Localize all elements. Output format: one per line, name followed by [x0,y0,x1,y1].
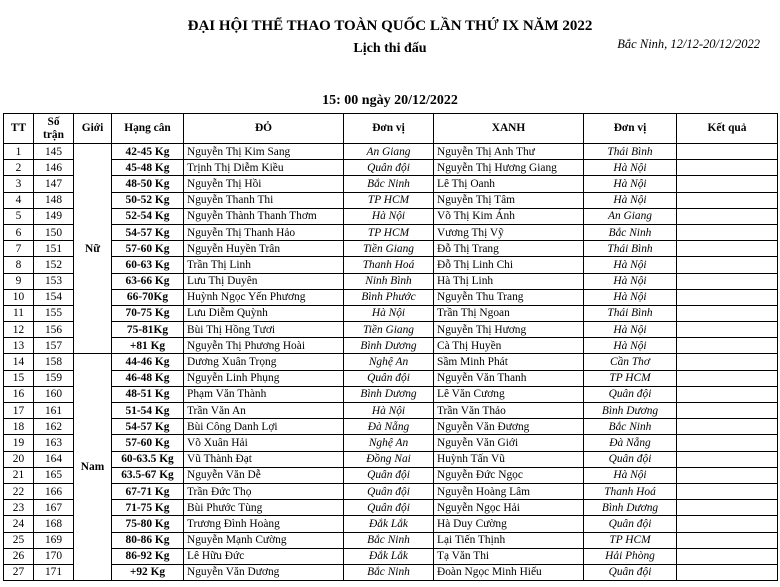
cell-xanh-unit: Bắc Ninh [584,419,677,435]
cell-xanh-unit: TP HCM [584,370,677,386]
cell-hang-can: 44-46 Kg [112,354,184,370]
cell-do-name: Trương Đình Hoàng [184,516,344,532]
table-row [4,548,778,564]
cell-tt: 19 [4,435,34,451]
cell-xanh-name: Trần Thị Ngoan [434,305,584,321]
cell-result [677,305,778,321]
cell-hang-can: 75-81Kg [112,322,184,338]
cell-do-name: Võ Xuân Hải [184,435,344,451]
cell-hang-can: 63.5-67 Kg [112,467,184,483]
cell-hang-can: 57-60 Kg [112,241,184,257]
cell-xanh-unit: Thanh Hoá [584,483,677,499]
cell-xanh-name: Nguyễn Ngọc Hải [434,500,584,516]
table-row [4,144,778,160]
table-body [4,144,778,581]
cell-hang-can: 86-92 Kg [112,548,184,564]
cell-so-tran: 167 [34,500,74,516]
cell-xanh-name: Nguyễn Đức Ngọc [434,467,584,483]
cell-so-tran: 170 [34,548,74,564]
cell-do-name: Lưu Thị Duyên [184,273,344,289]
cell-xanh-name: Hà Thị Linh [434,273,584,289]
cell-do-unit: Hà Nội [344,208,434,224]
cell-xanh-unit: TP HCM [584,532,677,548]
cell-so-tran: 157 [34,338,74,354]
cell-hang-can: 60-63 Kg [112,257,184,273]
table-row [4,176,778,192]
cell-so-tran: 145 [34,144,74,160]
cell-result [677,338,778,354]
cell-xanh-name: Nguyễn Văn Giới [434,435,584,451]
cell-so-tran: 152 [34,257,74,273]
page-title: ĐẠI HỘI THỂ THAO TOÀN QUỐC LẦN THỨ IX NĂM 2022 [187,18,593,34]
cell-xanh-name: Võ Thị Kim Ánh [434,208,584,224]
cell-tt: 8 [4,257,34,273]
cell-result [677,370,778,386]
cell-xanh-name: Nguyễn Thị Tâm [434,192,584,208]
cell-xanh-name: Nguyễn Thu Trang [434,289,584,305]
table-row [4,354,778,370]
cell-hang-can: 75-80 Kg [112,516,184,532]
cell-so-tran: 161 [34,403,74,419]
cell-tt: 13 [4,338,34,354]
cell-tt: 20 [4,451,34,467]
table-row [4,160,778,176]
cell-result [677,532,778,548]
cell-do-name: Trịnh Thị Diễm Kiều [184,160,344,176]
cell-tt: 21 [4,467,34,483]
cell-do-name: Nguyễn Thanh Thi [184,192,344,208]
cell-tt: 3 [4,176,34,192]
cell-hang-can: 57-60 Kg [112,435,184,451]
table-row [4,467,778,483]
place-date: Bắc Ninh, 12/12-20/12/2022 [617,37,760,51]
col-do: ĐỎ [184,114,344,144]
cell-so-tran: 162 [34,419,74,435]
cell-xanh-name: Trần Văn Thảo [434,403,584,419]
cell-xanh-unit: Hà Nội [584,257,677,273]
cell-xanh-unit: Thái Bình [584,144,677,160]
cell-xanh-unit: Cần Thơ [584,354,677,370]
cell-do-unit: Quân đội [344,483,434,499]
cell-result [677,273,778,289]
cell-do-name: Nguyễn Văn Dễ [184,467,344,483]
cell-so-tran: 147 [34,176,74,192]
cell-xanh-unit: Hà Nội [584,322,677,338]
cell-so-tran: 158 [34,354,74,370]
cell-so-tran: 171 [34,564,74,580]
cell-xanh-unit: Thái Bình [584,241,677,257]
cell-result [677,419,778,435]
cell-tt: 23 [4,500,34,516]
cell-do-name: Bùi Thị Hồng Tươi [184,322,344,338]
table-row [4,532,778,548]
cell-xanh-unit: Hà Nội [584,467,677,483]
cell-do-name: Bùi Công Danh Lợi [184,419,344,435]
cell-so-tran: 165 [34,467,74,483]
cell-xanh-unit: An Giang [584,208,677,224]
cell-hang-can: 70-75 Kg [112,305,184,321]
cell-xanh-unit: Hà Nội [584,192,677,208]
cell-xanh-name: Lại Tiến Thịnh [434,532,584,548]
cell-tt: 9 [4,273,34,289]
cell-xanh-unit: Bắc Ninh [584,224,677,240]
col-don-vi-do: Đơn vị [344,114,434,144]
cell-xanh-unit: Hà Nội [584,160,677,176]
cell-tt: 12 [4,322,34,338]
cell-do-unit: TP HCM [344,192,434,208]
cell-result [677,435,778,451]
col-ket-qua: Kết quả [677,114,778,144]
table-row [4,224,778,240]
cell-so-tran: 146 [34,160,74,176]
session-time: 15: 00 ngày 20/12/2022 [322,93,458,108]
schedule-table [3,113,778,581]
cell-xanh-unit: Bình Dương [584,403,677,419]
cell-hang-can: 51-54 Kg [112,403,184,419]
cell-hang-can: 66-70Kg [112,289,184,305]
cell-xanh-name: Đỗ Thị Trang [434,241,584,257]
cell-do-unit: Đà Nẵng [344,419,434,435]
table-row [4,516,778,532]
cell-xanh-name: Lê Thị Oanh [434,176,584,192]
cell-xanh-unit: Hà Nội [584,289,677,305]
cell-so-tran: 168 [34,516,74,532]
cell-do-unit: Đắk Lắk [344,548,434,564]
cell-xanh-unit: Hà Nội [584,176,677,192]
cell-result [677,322,778,338]
cell-do-unit: An Giang [344,144,434,160]
cell-result [677,451,778,467]
cell-hang-can: 48-51 Kg [112,386,184,402]
col-gioi: Giới [74,114,112,144]
cell-do-name: Nguyễn Văn Dương [184,564,344,580]
cell-do-unit: Bắc Ninh [344,564,434,580]
cell-so-tran: 155 [34,305,74,321]
table-row [4,435,778,451]
table-row [4,257,778,273]
cell-xanh-name: Đoàn Ngọc Minh Hiếu [434,564,584,580]
table-row [4,403,778,419]
col-don-vi-xanh: Đơn vị [584,114,677,144]
cell-do-unit: Nghệ An [344,354,434,370]
cell-tt: 27 [4,564,34,580]
cell-tt: 11 [4,305,34,321]
cell-tt: 4 [4,192,34,208]
cell-result [677,289,778,305]
cell-tt: 14 [4,354,34,370]
cell-hang-can: +81 Kg [112,338,184,354]
cell-do-name: Nguyễn Linh Phụng [184,370,344,386]
cell-hang-can: 50-52 Kg [112,192,184,208]
cell-do-unit: Thanh Hoá [344,257,434,273]
cell-do-name: Dương Xuân Trọng [184,354,344,370]
cell-do-unit: Ninh Bình [344,273,434,289]
cell-do-name: Trần Thị Linh [184,257,344,273]
cell-result [677,208,778,224]
cell-tt: 26 [4,548,34,564]
cell-tt: 2 [4,160,34,176]
cell-xanh-unit: Quân đội [584,564,677,580]
cell-do-unit: Bắc Ninh [344,532,434,548]
cell-hang-can: 67-71 Kg [112,483,184,499]
cell-tt: 25 [4,532,34,548]
cell-tt: 6 [4,224,34,240]
cell-do-unit: Bình Phước [344,289,434,305]
cell-xanh-unit: Hà Nội [584,338,677,354]
cell-hang-can: 46-48 Kg [112,370,184,386]
cell-so-tran: 164 [34,451,74,467]
cell-do-unit: Bình Dương [344,386,434,402]
cell-hang-can: 54-57 Kg [112,224,184,240]
cell-do-name: Bùi Phước Tùng [184,500,344,516]
table-row [4,500,778,516]
table-row [4,273,778,289]
cell-so-tran: 150 [34,224,74,240]
col-tt: TT [4,114,34,144]
cell-so-tran: 153 [34,273,74,289]
cell-tt: 17 [4,403,34,419]
table-row [4,208,778,224]
table-row [4,338,778,354]
cell-do-name: Nguyễn Thành Thanh Thơm [184,208,344,224]
cell-hang-can: 60-63.5 Kg [112,451,184,467]
cell-do-name: Nguyễn Thị Thanh Hảo [184,224,344,240]
cell-do-unit: Đồng Nai [344,451,434,467]
table-row [4,483,778,499]
cell-so-tran: 148 [34,192,74,208]
table-row [4,305,778,321]
gender-male: Nam [74,354,112,581]
cell-xanh-name: Nguyễn Thị Hương [434,322,584,338]
cell-result [677,548,778,564]
cell-so-tran: 154 [34,289,74,305]
cell-do-unit: Quân đội [344,160,434,176]
cell-tt: 7 [4,241,34,257]
cell-do-unit: Quân đội [344,467,434,483]
cell-xanh-name: Nguyễn Thị Anh Thư [434,144,584,160]
cell-xanh-unit: Hải Phòng [584,548,677,564]
cell-do-name: Trần Văn An [184,403,344,419]
cell-do-name: Huỳnh Ngọc Yến Phương [184,289,344,305]
cell-result [677,386,778,402]
cell-do-unit: Tiền Giang [344,322,434,338]
cell-xanh-name: Lê Văn Cương [434,386,584,402]
col-so-tran: Số trận [34,114,74,144]
cell-xanh-name: Hà Duy Cường [434,516,584,532]
table-row [4,289,778,305]
gender-female: Nữ [74,144,112,354]
cell-result [677,354,778,370]
cell-hang-can: 63-66 Kg [112,273,184,289]
cell-hang-can: 52-54 Kg [112,208,184,224]
cell-xanh-unit: Quân đội [584,451,677,467]
cell-tt: 18 [4,419,34,435]
table-row [4,451,778,467]
cell-do-unit: Đắk Lắk [344,516,434,532]
cell-xanh-name: Nguyễn Văn Thanh [434,370,584,386]
table-row [4,370,778,386]
cell-so-tran: 156 [34,322,74,338]
cell-tt: 15 [4,370,34,386]
cell-result [677,192,778,208]
cell-do-name: Nguyễn Thị Kim Sang [184,144,344,160]
cell-tt: 10 [4,289,34,305]
cell-xanh-unit: Đà Nẵng [584,435,677,451]
cell-result [677,224,778,240]
cell-hang-can: +92 Kg [112,564,184,580]
cell-xanh-name: Sầm Minh Phát [434,354,584,370]
cell-hang-can: 42-45 Kg [112,144,184,160]
cell-xanh-unit: Quân đội [584,516,677,532]
cell-do-unit: Bắc Ninh [344,176,434,192]
cell-tt: 5 [4,208,34,224]
cell-do-unit: TP HCM [344,224,434,240]
cell-so-tran: 163 [34,435,74,451]
cell-do-name: Nguyễn Thị Phương Hoài [184,338,344,354]
cell-do-name: Nguyễn Thị Hồi [184,176,344,192]
cell-so-tran: 160 [34,386,74,402]
cell-so-tran: 151 [34,241,74,257]
cell-do-name: Lưu Diễm Quỳnh [184,305,344,321]
col-xanh: XANH [434,114,584,144]
cell-do-unit: Hà Nội [344,403,434,419]
cell-hang-can: 71-75 Kg [112,500,184,516]
table-row [4,192,778,208]
cell-xanh-name: Nguyễn Văn Đương [434,419,584,435]
cell-do-name: Phạm Văn Thành [184,386,344,402]
cell-xanh-name: Huỳnh Tấn Vũ [434,451,584,467]
table-row [4,386,778,402]
cell-result [677,516,778,532]
cell-do-unit: Quân đội [344,370,434,386]
cell-do-name: Lê Hữu Đức [184,548,344,564]
cell-xanh-unit: Thái Bình [584,305,677,321]
cell-do-unit: Hà Nội [344,305,434,321]
col-hang-can: Hạng cân [112,114,184,144]
cell-xanh-name: Tạ Văn Thi [434,548,584,564]
cell-xanh-name: Nguyễn Thị Hương Giang [434,160,584,176]
cell-do-name: Nguyễn Huyền Trân [184,241,344,257]
cell-hang-can: 80-86 Kg [112,532,184,548]
cell-xanh-name: Nguyễn Hoàng Lâm [434,483,584,499]
cell-do-unit: Nghệ An [344,435,434,451]
cell-do-unit: Bình Dương [344,338,434,354]
cell-hang-can: 48-50 Kg [112,176,184,192]
table-row [4,322,778,338]
cell-tt: 1 [4,144,34,160]
cell-do-name: Vũ Thành Đạt [184,451,344,467]
cell-xanh-name: Đỗ Thị Linh Chi [434,257,584,273]
cell-result [677,467,778,483]
cell-hang-can: 54-57 Kg [112,419,184,435]
cell-tt: 16 [4,386,34,402]
cell-do-unit: Tiền Giang [344,241,434,257]
cell-xanh-unit: Bình Dương [584,500,677,516]
cell-so-tran: 169 [34,532,74,548]
cell-xanh-name: Cà Thị Huyền [434,338,584,354]
cell-xanh-unit: Quân đội [584,386,677,402]
cell-tt: 24 [4,516,34,532]
cell-xanh-name: Vương Thị Vỹ [434,224,584,240]
cell-result [677,257,778,273]
cell-result [677,564,778,580]
cell-hang-can: 45-48 Kg [112,160,184,176]
cell-result [677,403,778,419]
cell-so-tran: 166 [34,483,74,499]
cell-do-name: Nguyễn Mạnh Cường [184,532,344,548]
cell-do-name: Trần Đức Thọ [184,483,344,499]
table-row [4,419,778,435]
cell-xanh-unit: Hà Nội [584,273,677,289]
cell-result [677,483,778,499]
cell-result [677,144,778,160]
page-subtitle: Lịch thi đấu [353,41,427,56]
cell-so-tran: 159 [34,370,74,386]
cell-tt: 22 [4,483,34,499]
cell-so-tran: 149 [34,208,74,224]
cell-result [677,500,778,516]
cell-result [677,160,778,176]
cell-result [677,241,778,257]
cell-do-unit: Quân đội [344,500,434,516]
table-row [4,241,778,257]
table-header-row [4,114,778,144]
cell-result [677,176,778,192]
table-row [4,564,778,580]
